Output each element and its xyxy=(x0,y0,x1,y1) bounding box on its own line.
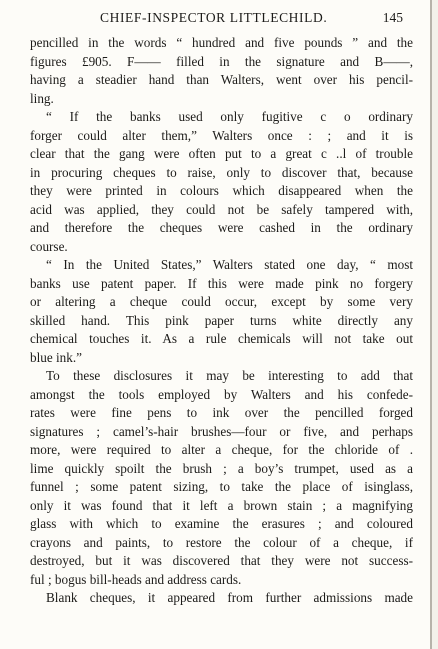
running-head xyxy=(30,10,413,30)
text-line: banks use patent paper. If this were made pink no forgery xyxy=(30,275,413,291)
text-line: chemical touches it. As a rule chemicals will not take out xyxy=(30,331,413,346)
text-line: having a steadier hand than Walters, went over his pencil- xyxy=(30,72,413,87)
text-line: pencilled in the words “ hundred and five pounds ” and the xyxy=(30,35,413,50)
text-line: rates were fine pens to ink over the pencilled forged xyxy=(30,405,413,420)
text-line: crayons and paints, to restore the colour of a cheque, if xyxy=(30,534,413,550)
text-line: they were printed in colours which disappeared when the xyxy=(30,183,413,198)
text-line: forger could alter them,” Walters once : ; and it is xyxy=(30,127,413,143)
text-line: “ In the United States,” Walters stated one day, “ most xyxy=(46,257,413,272)
text-line: destroyed, but it was discovered that they were not success- xyxy=(30,553,413,568)
text-line: ling. xyxy=(30,90,54,106)
text-line: skilled hand. This pink paper turns white directly any xyxy=(30,312,413,328)
text-line: in procuring cheques to raise, only to discover that, because xyxy=(30,164,413,180)
text-line: acid was applied, they could not be safely tampered with, xyxy=(30,201,413,217)
text-line: lime quickly spoilt the brush ; a boy’s trumpet, used as a xyxy=(30,460,413,476)
text-line: and therefore the cheques were cashed in the ordinary xyxy=(30,220,413,235)
text-line: funnel ; some patent sizing, to take the place of isinglass, xyxy=(30,479,413,494)
text-line: blue ink.” xyxy=(30,349,83,365)
text-line: glass with which to examine the erasures ; and coloured xyxy=(30,516,413,531)
running-title: CHIEF-INSPECTOR LITTLECHILD. xyxy=(100,10,328,25)
text-line: amongst the tools employed by Walters and his confede- xyxy=(30,386,413,402)
page-edge-shadow xyxy=(432,0,438,649)
text-line: clear that the gang were often put to a great c ..l of trouble xyxy=(30,146,413,161)
body-text xyxy=(30,34,413,608)
text-line: course. xyxy=(30,238,68,254)
text-line: signatures ; camel’s-hair brushes—four or five, and perhaps xyxy=(30,423,413,439)
page-number: 145 xyxy=(382,10,403,25)
text-line: more, were required to alter a cheque, for the chloride of . xyxy=(30,442,413,457)
text-line: figures £905. F—— filled in the signature and B——, xyxy=(30,53,413,69)
text-line: “ If the banks used only fugitive c o ordinary xyxy=(46,109,413,124)
text-line: or altering a cheque could occur, except by some very xyxy=(30,294,413,309)
text-line: only it was found that it left a brown stain ; a magnifying xyxy=(30,497,413,513)
page-edge-line xyxy=(430,0,432,649)
text-line: To these disclosures it may be interesting to add that xyxy=(46,368,413,383)
text-line: ful ; bogus bill-heads and address cards. xyxy=(30,571,242,587)
text-line: Blank cheques, it appeared from further admissions made xyxy=(46,590,413,605)
